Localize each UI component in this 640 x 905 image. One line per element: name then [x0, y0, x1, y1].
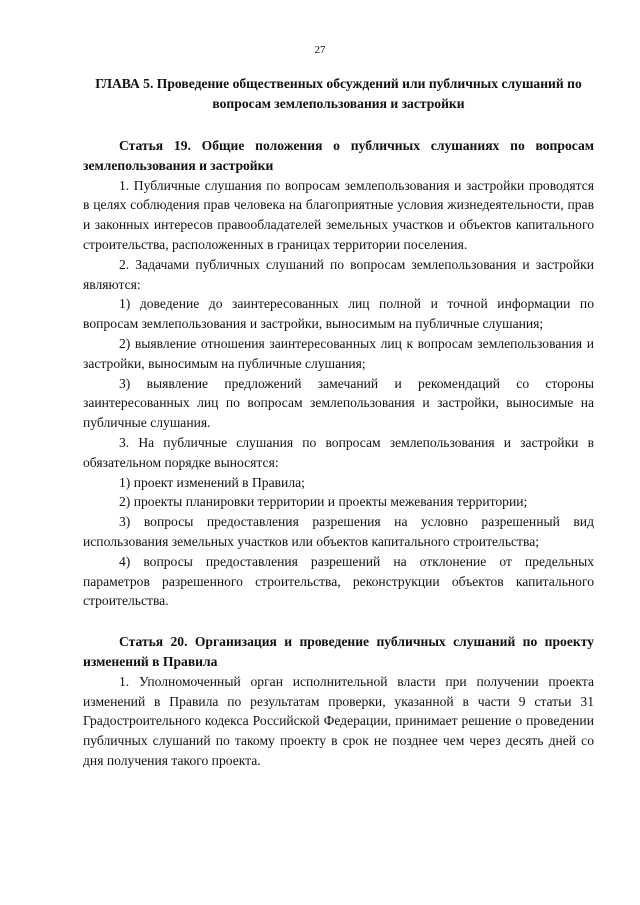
article-19-paragraph-3-item-1: 1) проект изменений в Правила; — [119, 474, 305, 490]
article-19-paragraph-3-item-3: 3) вопросы предоставления разрешения на условно разрешенный вид использования земельных участков или объектов капитального строительства; — [83, 514, 594, 549]
article-19-paragraph-3-item-2: 2) проекты планировки территории и проекты межевания территории; — [119, 494, 528, 510]
article-19-paragraph-3-item-4: 4) вопросы предоставления разрешений на отклонение от предельных параметров разрешенного строительства, реконструкции объектов капитального строительства. — [83, 553, 594, 609]
article-19-paragraph-2-item-1: 1) доведение до заинтересованных лиц полной и точной информации по вопросам землепользования и застройки, выносимым на публичные слушания; — [83, 296, 594, 332]
page-content — [83, 74, 594, 771]
article-20-paragraph-1: 1. Уполномоченный орган исполнительной власти при получении проекта изменений в Правила по результатам проверки, указанной в части 9 статьи 31 Градостроительного кодекса Российской Федерации, принимает решение о проведении публичных слушаний по такому проекту в срок не позднее чем через десять дней со дня получения такого проекта. — [83, 673, 594, 768]
article-19-paragraph-2-item-3: 3) выявление предложений замечаний и рекомендаций со стороны заинтересованных лиц по вопросам землепользования и застройки, выносимые на публичные слушания. — [83, 375, 594, 431]
chapter-title: ГЛАВА 5. Проведение общественных обсуждений или публичных слушаний по вопросам землепользования и застройки — [95, 76, 582, 111]
article-19-paragraph-2: 2. Задачами публичных слушаний по вопросам землепользования и застройки являются: — [83, 256, 594, 292]
page-number: 27 — [314, 44, 326, 56]
article-19-paragraph-3: 3. На публичные слушания по вопросам землепользования и застройки в обязательном порядке выносятся: — [83, 434, 594, 470]
article-20-title: Статья 20. Организация и проведение публичных слушаний по проекту изменений в Правила — [83, 634, 594, 669]
article-19-title: Статья 19. Общие положения о публичных слушаниях по вопросам землепользования и застройки — [83, 138, 594, 173]
article-19-paragraph-2-item-2: 2) выявление отношения заинтересованных лиц к вопросам землепользования и застройки, выносимым на публичные слушания; — [83, 335, 594, 371]
article-19-paragraph-1: 1. Публичные слушания по вопросам землепользования и застройки проводятся в целях соблюдения прав человека на благоприятные условия жизнедеятельности, прав и законных интересов правообладателей земельных участков и объектов капитального строительства, расположенных в границах территории поселения. — [83, 177, 594, 252]
